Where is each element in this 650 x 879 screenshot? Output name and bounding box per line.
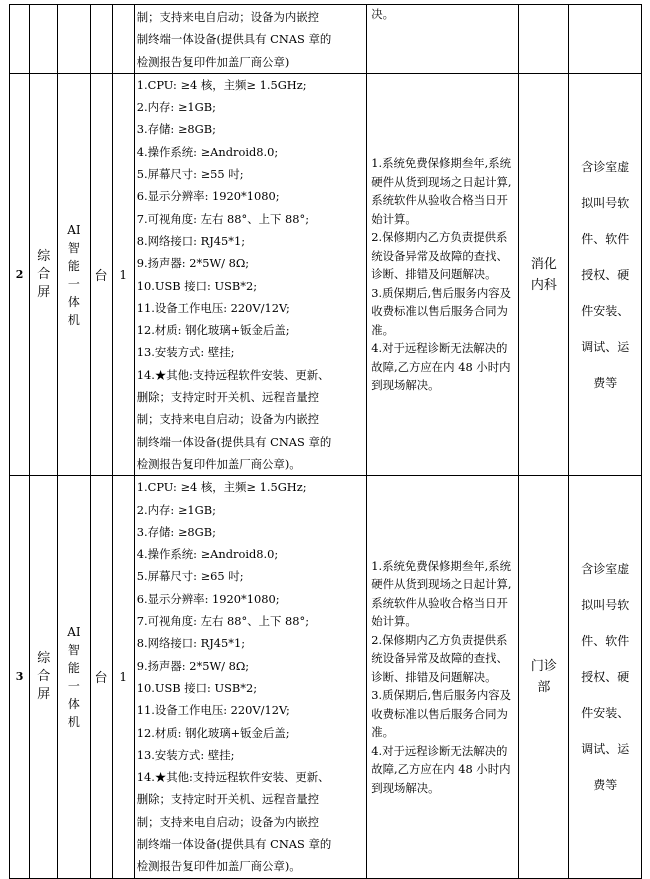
cell-no [10, 5, 30, 74]
cell-unit [90, 476, 112, 878]
param-line: 删除；支持定时开关机、远程音量控 [136, 792, 320, 807]
param-line: 9.扬声器: 2*5W/ 8Ω; [136, 256, 250, 271]
cell-note [569, 73, 642, 475]
param-line: 12.材质: 钢化玻璃+钣金后盖; [136, 323, 290, 338]
param-line: 制；支持来电自启动；设备为内嵌控 [136, 10, 320, 24]
cell-params [134, 73, 366, 475]
cell-product [58, 476, 90, 878]
cell-note [569, 476, 642, 878]
cell-name [30, 73, 58, 475]
param-line: 14.★其他:支持远程软件安装、更新、 [136, 367, 330, 382]
procurement-spec-table [9, 4, 642, 879]
note-line: 件、软件 [581, 231, 630, 246]
param-line: 1.CPU: ≥4 核，主频≥ 1.5GHz; [136, 480, 307, 495]
cell-name [30, 5, 58, 74]
cell-dept [519, 476, 569, 878]
product-char: 体 [67, 696, 80, 711]
param-line: 3.存储: ≥8GB; [136, 524, 216, 539]
product-char: 一 [67, 276, 80, 291]
param-line: 4.操作系统: ≥Android8.0; [136, 547, 279, 562]
note-line: 件、软件 [581, 633, 630, 648]
unit-label: 台 [94, 671, 108, 687]
param-line: 13.安装方式: 壁挂; [136, 747, 235, 762]
dept-line: 消化 [530, 256, 557, 272]
param-line: 13.安装方式: 壁挂; [136, 345, 235, 360]
param-line: 制；支持来电自启动；设备为内嵌控 [136, 412, 320, 427]
unit-label: 台 [94, 269, 108, 285]
note-line: 授权、硬 [581, 669, 630, 684]
cell-dept [519, 73, 569, 475]
product-char: 机 [67, 714, 80, 729]
cell-qty [112, 476, 134, 878]
product-char: 能 [67, 660, 80, 675]
note-line: 费等 [593, 777, 618, 792]
service-line: 3.质保期后,售后服务内容及收费标准以售后服务合同为准。 [371, 285, 512, 337]
service-line: 1.系统免费保修期叁年,系统硬件从货到现场之日起计算,系统软件从验收合格当日开始计算。 [371, 156, 512, 226]
service-line: 决。 [371, 7, 395, 21]
cell-service [367, 5, 519, 74]
note-line: 拟叫号软 [581, 597, 630, 612]
param-line: 5.屏幕尺寸: ≥65 吋; [136, 569, 244, 584]
param-line: 检测报告复印件加盖厂商公章)。 [136, 456, 301, 471]
product-char: 一 [67, 678, 80, 693]
param-line: 制；支持来电自启动；设备为内嵌控 [136, 814, 320, 829]
dept-line: 门诊 [530, 658, 557, 674]
param-line: 10.USB 接口: USB*2; [136, 278, 258, 293]
table-row-continued [10, 5, 642, 74]
note-line: 调试、运 [581, 741, 630, 756]
cell-no [10, 476, 30, 878]
note-line: 拟叫号软 [581, 195, 630, 210]
param-line: 2.内存: ≥1GB; [136, 100, 216, 115]
param-line: 9.扬声器: 2*5W/ 8Ω; [136, 658, 250, 673]
param-line: 6.显示分辨率: 1920*1080; [136, 189, 280, 204]
note-line: 件安装、 [581, 705, 630, 720]
param-line: 检测报告复印件加盖厂商公章)。 [136, 859, 301, 874]
note-line: 费等 [593, 375, 618, 390]
param-line: 11.设备工作电压: 220V/12V; [136, 703, 290, 718]
note-line: 含诊室虚 [581, 159, 630, 174]
param-line: 2.内存: ≥1GB; [136, 502, 216, 517]
param-line: 制终端一体设备(提供具有 CNAS 章的 [136, 434, 332, 449]
service-line: 1.系统免费保修期叁年,系统硬件从货到现场之日起计算,系统软件从验收合格当日开始计算。 [371, 558, 512, 629]
cell-service [367, 73, 519, 475]
cell-no [10, 73, 30, 475]
param-line: 3.存储: ≥8GB; [136, 122, 216, 137]
param-line: 4.操作系统: ≥Android8.0; [136, 144, 279, 159]
cell-params [134, 476, 366, 878]
param-line: 7.可视角度: 左右 88°、上下 88°; [136, 211, 310, 226]
name-char: 综 [37, 650, 51, 666]
note-line: 调试、运 [581, 339, 630, 354]
table-row [10, 476, 642, 878]
service-line: 2.保修期内乙方负责提供系统设备异常及故障的查找、诊断、排错及问题解决。 [371, 230, 508, 282]
service-line: 4.对于远程诊断无法解决的故障,乙方应在内 48 小时内到现场解决。 [371, 341, 511, 393]
name-char: 合 [37, 266, 51, 282]
param-line: 1.CPU: ≥4 核，主频≥ 1.5GHz; [136, 77, 307, 92]
param-line: 6.显示分辨率: 1920*1080; [136, 591, 280, 606]
product-char: AI [67, 222, 81, 237]
cell-unit [90, 73, 112, 475]
service-line: 4.对于远程诊断无法解决的故障,乙方应在内 48 小时内到现场解决。 [371, 743, 511, 795]
param-line: 7.可视角度: 左右 88°、上下 88°; [136, 614, 310, 629]
param-line: 12.材质: 钢化玻璃+钣金后盖; [136, 725, 290, 740]
param-line: 8.网络接口: RJ45*1; [136, 636, 246, 651]
cell-qty [112, 5, 134, 74]
param-line: 制终端一体设备(提供具有 CNAS 章的 [136, 836, 332, 851]
name-char: 屏 [37, 284, 51, 300]
note-line: 含诊室虚 [581, 561, 630, 576]
note-line: 授权、硬 [581, 267, 630, 282]
quantity-value: 1 [119, 267, 127, 282]
item-number: 2 [15, 268, 24, 282]
param-line: 11.设备工作电压: 220V/12V; [136, 300, 290, 315]
param-line: 5.屏幕尺寸: ≥55 吋; [136, 167, 244, 182]
cell-qty [112, 73, 134, 475]
quantity-value: 1 [119, 669, 127, 684]
cell-params [134, 5, 366, 74]
name-char: 屏 [37, 686, 51, 702]
service-line: 3.质保期后,售后服务内容及收费标准以售后服务合同为准。 [371, 688, 512, 740]
param-line: 14.★其他:支持远程软件安装、更新、 [136, 770, 330, 785]
note-line: 件安装、 [581, 303, 630, 318]
cell-product [58, 5, 90, 74]
cell-unit [90, 5, 112, 74]
table-row [10, 73, 642, 475]
name-char: 综 [37, 248, 51, 264]
name-char: 合 [37, 668, 51, 684]
cell-service [367, 476, 519, 878]
param-line: 检测报告复印件加盖厂商公章) [136, 54, 290, 69]
param-line: 删除；支持定时开关机、远程音量控 [136, 390, 320, 405]
dept-line: 部 [537, 679, 551, 695]
product-char: 体 [67, 294, 80, 309]
service-line: 2.保修期内乙方负责提供系统设备异常及故障的查找、诊断、排错及问题解决。 [371, 632, 508, 684]
cell-product [58, 73, 90, 475]
item-number: 3 [15, 670, 24, 684]
product-char: AI [67, 624, 81, 639]
param-line: 10.USB 接口: USB*2; [136, 680, 258, 695]
cell-name [30, 476, 58, 878]
param-line: 制终端一体设备(提供具有 CNAS 章的 [136, 32, 332, 47]
product-char: 智 [67, 642, 80, 657]
param-line: 8.网络接口: RJ45*1; [136, 233, 246, 248]
product-char: 机 [67, 312, 80, 327]
cell-dept [519, 5, 569, 74]
product-char: 智 [67, 240, 80, 255]
cell-note [569, 5, 642, 74]
dept-line: 内科 [530, 277, 557, 293]
product-char: 能 [67, 258, 80, 273]
